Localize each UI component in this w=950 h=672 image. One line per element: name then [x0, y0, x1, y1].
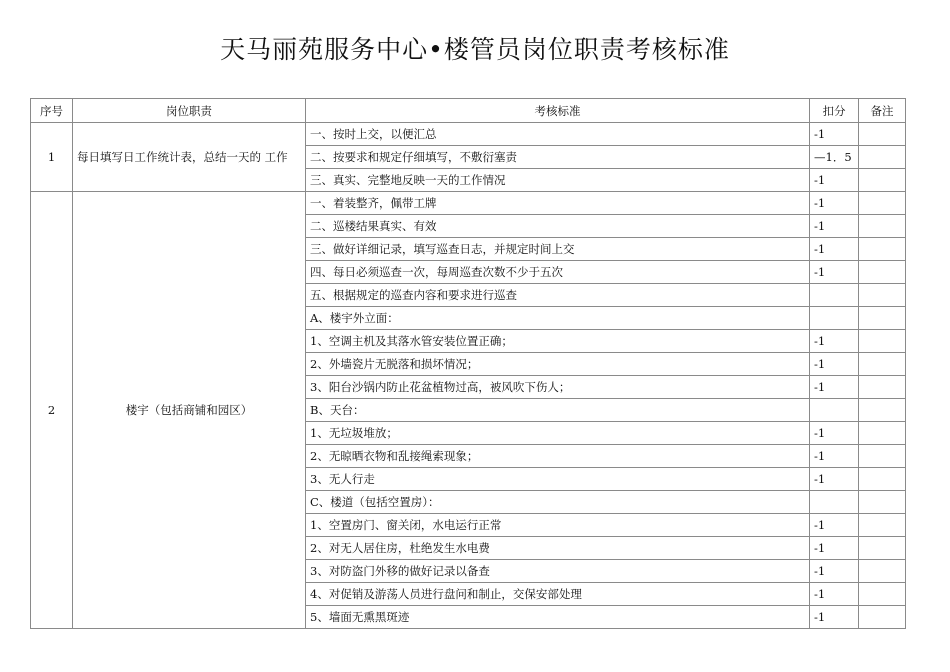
- standard-cell: 2、外墙瓷片无脱落和损坏情况；: [306, 353, 810, 376]
- header-deduct: 扣分: [810, 99, 859, 123]
- remark-cell: [859, 123, 906, 146]
- remark-cell: [859, 215, 906, 238]
- deduct-cell: -1: [810, 238, 859, 261]
- deduct-cell: -1: [810, 330, 859, 353]
- deduct-cell: -1: [810, 353, 859, 376]
- header-seq: 序号: [31, 99, 73, 123]
- remark-cell: [859, 330, 906, 353]
- deduct-cell: -1: [810, 560, 859, 583]
- standard-cell: 5、墙面无熏黑斑迹: [306, 606, 810, 629]
- assessment-table: [30, 98, 906, 629]
- standard-cell: 二、巡楼结果真实、有效: [306, 215, 810, 238]
- standard-cell: 一、着装整齐，佩带工牌: [306, 192, 810, 215]
- row-seq: 2: [31, 192, 73, 629]
- standard-cell: 一、按时上交，以便汇总: [306, 123, 810, 146]
- remark-cell: [859, 261, 906, 284]
- standard-cell: 五、根据规定的巡查内容和要求进行巡查: [306, 284, 810, 307]
- deduct-cell: -1: [810, 215, 859, 238]
- table-header-row: [31, 99, 906, 123]
- remark-cell: [859, 445, 906, 468]
- deduct-cell: -1: [810, 376, 859, 399]
- standard-cell: 2、对无人居住房，杜绝发生水电费: [306, 537, 810, 560]
- standard-cell: 3、阳台沙锅内防止花盆植物过高，被风吹下伤人；: [306, 376, 810, 399]
- remark-cell: [859, 192, 906, 215]
- standard-cell: 二、按要求和规定仔细填写，不敷衍塞责: [306, 146, 810, 169]
- remark-cell: [859, 606, 906, 629]
- remark-cell: [859, 422, 906, 445]
- standard-cell: 2、无晾晒衣物和乱接绳索现象；: [306, 445, 810, 468]
- standard-cell: 1、空置房门、窗关闭，水电运行正常: [306, 514, 810, 537]
- header-duty: 岗位职责: [73, 99, 306, 123]
- remark-cell: [859, 399, 906, 422]
- standard-cell: B、天台：: [306, 399, 810, 422]
- remark-cell: [859, 514, 906, 537]
- deduct-cell: -1: [810, 445, 859, 468]
- document-title: 天马丽苑服务中心•楼管员岗位职责考核标准: [220, 35, 730, 64]
- remark-cell: [859, 284, 906, 307]
- deduct-cell: —1．5: [810, 146, 859, 169]
- standard-cell: C、楼道（包括空置房）：: [306, 491, 810, 514]
- deduct-cell: -1: [810, 123, 859, 146]
- deduct-cell: [810, 399, 859, 422]
- row-duty: 每日填写日工作统计表，总结一天的 工作: [73, 123, 306, 192]
- standard-cell: 三、做好详细记录，填写巡查日志，并规定时间上交: [306, 238, 810, 261]
- remark-cell: [859, 146, 906, 169]
- table-row: [31, 123, 906, 146]
- deduct-cell: -1: [810, 169, 859, 192]
- deduct-cell: -1: [810, 606, 859, 629]
- standard-cell: 4、对促销及游荡人员进行盘问和制止，交保安部处理: [306, 583, 810, 606]
- remark-cell: [859, 307, 906, 330]
- remark-cell: [859, 238, 906, 261]
- deduct-cell: -1: [810, 514, 859, 537]
- table-body: [31, 123, 906, 629]
- deduct-cell: -1: [810, 468, 859, 491]
- remark-cell: [859, 353, 906, 376]
- standard-cell: 四、每日必须巡查一次，每周巡查次数不少于五次: [306, 261, 810, 284]
- remark-cell: [859, 583, 906, 606]
- standard-cell: A、楼宇外立面：: [306, 307, 810, 330]
- remark-cell: [859, 468, 906, 491]
- deduct-cell: -1: [810, 583, 859, 606]
- deduct-cell: [810, 284, 859, 307]
- table-row: [31, 192, 906, 215]
- deduct-cell: [810, 307, 859, 330]
- header-remark: 备注: [859, 99, 906, 123]
- deduct-cell: -1: [810, 192, 859, 215]
- standard-cell: 3、对防盗门外移的做好记录以备查: [306, 560, 810, 583]
- remark-cell: [859, 537, 906, 560]
- remark-cell: [859, 169, 906, 192]
- standard-cell: 1、空调主机及其落水管安装位置正确；: [306, 330, 810, 353]
- remark-cell: [859, 491, 906, 514]
- deduct-cell: [810, 491, 859, 514]
- standard-cell: 三、真实、完整地反映一天的工作情况: [306, 169, 810, 192]
- standard-cell: 1、无垃圾堆放；: [306, 422, 810, 445]
- standard-cell: 3、无人行走: [306, 468, 810, 491]
- header-standard: 考核标准: [306, 99, 810, 123]
- deduct-cell: -1: [810, 261, 859, 284]
- remark-cell: [859, 560, 906, 583]
- remark-cell: [859, 376, 906, 399]
- deduct-cell: -1: [810, 537, 859, 560]
- row-duty: 楼宇（包括商铺和园区）: [73, 192, 306, 629]
- deduct-cell: -1: [810, 422, 859, 445]
- row-seq: 1: [31, 123, 73, 192]
